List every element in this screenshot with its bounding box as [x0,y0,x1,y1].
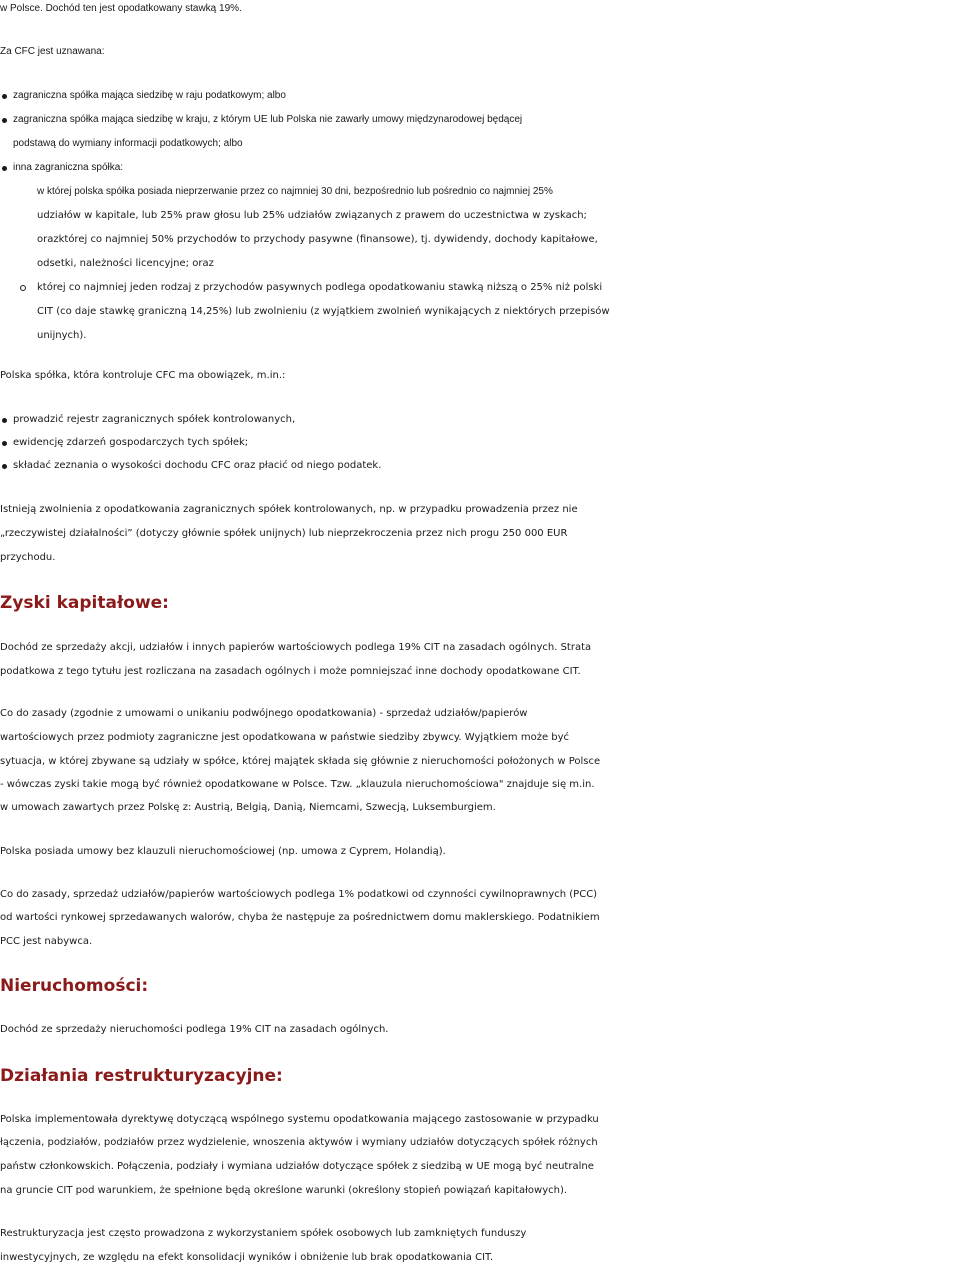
list-item-text: zagraniczna spółka mająca siedzibę w kraju, z którym UE lub Polska nie zawarły umowy międzynarodowej będącej [13,114,523,125]
cfc-intro: Za CFC jest uznawana: [0,46,105,57]
restructuring-paragraph-1: Polska implementowała dyrektywę dotyczącą wspólnego systemu opodatkowania mającego zastosowanie w przypadku [0,1114,599,1125]
list-item-text: której co najmniej jeden rodzaj z przychodów pasywnych podlega opodatkowaniu stawką niższą o 25% niż polski [37,282,603,293]
cfc-bullet-1 [0,84,960,108]
restructuring-paragraph-2: Restrukturyzacja jest często prowadzona z wykorzystaniem spółek osobowych lub zamkniętych funduszy [0,1228,527,1239]
obligations-intro: Polska spółka, która kontroluje CFC ma obowiązek, m.in.: [0,370,286,381]
cfc-sub-item-1-line-2 [0,204,960,228]
list-item-text: w której polska spółka posiada nieprzerwanie przez co najmniej 30 dni, bezpośrednio lub pośrednio co najmniej 25% [37,186,553,197]
cfc-bullet-3 [0,156,960,180]
capital-paragraph-4: Co do zasady, sprzedaż udziałów/papierów wartościowych podlega 1% podatkowi od czynności cywilnoprawnych (PCC) [0,889,598,900]
list-item-text: składać zeznania o wysokości dochodu CFC oraz płacić od niego podatek. [13,460,382,471]
bullet-dot-icon [2,118,7,123]
section-heading-capital-gains: Zyski kapitałowe: [0,593,169,613]
capital-paragraph-4-line-2: od wartości rynkowej sprzedawanych walorów, chyba że następuje za pośrednictwem domu maklerskiego. Podatnikiem [0,912,600,923]
exemptions-paragraph: Istnieją zwolnienia z opodatkowania zagranicznych spółek kontrolowanych, np. w przypadku prowadzenia przez nie [0,504,578,515]
list-item-text: CIT (co daje stawkę graniczną 14,25%) lub zwolnieniu (z wyjątkiem zwolnień wynikających z niektórych przepisów [37,306,610,317]
list-item-text: udziałów w kapitale, lub 25% praw głosu lub 25% udziałów związanych z prawem do uczestnictwa w zyskach; [37,210,587,221]
capital-paragraph-2-line-4: - wówczas zyski takie mogą być również opodatkowane w Polsce. Tzw. „klauzula nieruchomościowa" znajduje się m.in. [0,779,595,790]
capital-paragraph-4-line-3: PCC jest nabywca. [0,936,93,947]
restructuring-paragraph-1-line-4: na gruncie CIT pod warunkiem, że spełnione będą określone warunki (określony stopień powiązań kapitałowych). [0,1185,568,1196]
capital-paragraph-1: Dochód ze sprzedaży akcji, udziałów i innych papierów wartościowych podlega 19% CIT na zasadach ogólnych. Strata [0,642,592,653]
restructuring-paragraph-1-line-3: państw członkowskich. Połączenia, podziały i wymiana udziałów dotyczące spółek z siedzibą w UE mogą być neutralne [0,1161,594,1172]
section-heading-restructuring: Działania restrukturyzacyjne: [0,1066,283,1086]
cfc-bullet-2 [0,108,960,132]
intro-line: w Polsce. Dochód ten jest opodatkowany stawką 19%. [0,3,242,14]
bullet-dot-icon [2,166,7,171]
capital-paragraph-2-line-2: wartościowych przez podmioty zagraniczne jest opodatkowana w państwie siedziby zbywcy. Wyjątkiem może być [0,732,570,743]
bullet-dot-icon [2,94,7,99]
obligation-item-1 [0,408,960,432]
cfc-sub-item-1-line-4 [0,252,960,276]
list-item-text: zagraniczna spółka mająca siedzibę w raju podatkowym; albo [13,90,286,101]
cfc-sub-item-1-line-3 [0,228,960,252]
capital-paragraph-2-line-3: sytuacja, w której zbywane są udziały w spółce, której majątek składa się głównie z nieruchomości położonych w Polsce [0,756,601,767]
cfc-bullet-2-cont [0,132,960,156]
cfc-sub-item-2-line-2 [0,300,960,324]
bullet-dot-icon [2,418,7,423]
capital-paragraph-3: Polska posiada umowy bez klauzuli nieruchomościowej (np. umowa z Cyprem, Holandią). [0,846,446,857]
list-item-text: unijnych). [37,330,87,341]
list-item-text: prowadzić rejestr zagranicznych spółek kontrolowanych, [13,414,296,425]
bullet-dot-icon [2,464,7,469]
obligation-item-3 [0,454,960,478]
cfc-sub-item-1 [0,180,960,204]
capital-paragraph-2-line-5: w umowach zawartych przez Polskę z: Austrią, Belgią, Danią, Niemcami, Szwecją, Luksemburgiem. [0,802,496,813]
list-item-text: ewidencję zdarzeń gospodarczych tych spółek; [13,437,249,448]
bullet-dot-icon [2,441,7,446]
list-item-text: podstawą do wymiany informacji podatkowych; albo [13,138,243,149]
bullet-circle-icon [20,285,26,291]
restructuring-paragraph-1-line-2: łączenia, podziałów, podziałów przez wydzielenie, wnoszenia aktywów i wymiany udziałów dotyczących spółek różnych [0,1137,598,1148]
cfc-sub-item-2-line-3 [0,324,960,348]
restructuring-paragraph-2-line-2: inwestycyjnych, ze względu na efekt konsolidacji wyników i obniżenie lub brak opodatkowania CIT. [0,1252,494,1263]
exemptions-paragraph-line-2: „rzeczywistej działalności” (dotyczy głównie spółek unijnych) lub nieprzekroczenia przez nich progu 250 000 EUR [0,528,568,539]
realestate-paragraph: Dochód ze sprzedaży nieruchomości podlega 19% CIT na zasadach ogólnych. [0,1024,389,1035]
list-item-text: odsetki, należności licencyjne; oraz [37,258,214,269]
list-item-text: inna zagraniczna spółka: [13,162,124,173]
exemptions-paragraph-line-3: przychodu. [0,552,56,563]
capital-paragraph-2: Co do zasady (zgodnie z umowami o unikaniu podwójnego opodatkowania) - sprzedaż udziałów/papierów [0,708,528,719]
obligation-item-2 [0,431,960,455]
list-item-text: orazktórej co najmniej 50% przychodów to przychody pasywne (finansowe), tj. dywidendy, dochody kapitałowe, [37,234,598,245]
cfc-sub-item-2 [0,276,960,300]
section-heading-real-estate: Nieruchomości: [0,976,149,996]
capital-paragraph-1-line-2: podatkowa z tego tytułu jest rozliczana na zasadach ogólnych i może pomniejszać inne dochody opodatkowane CIT. [0,666,581,677]
